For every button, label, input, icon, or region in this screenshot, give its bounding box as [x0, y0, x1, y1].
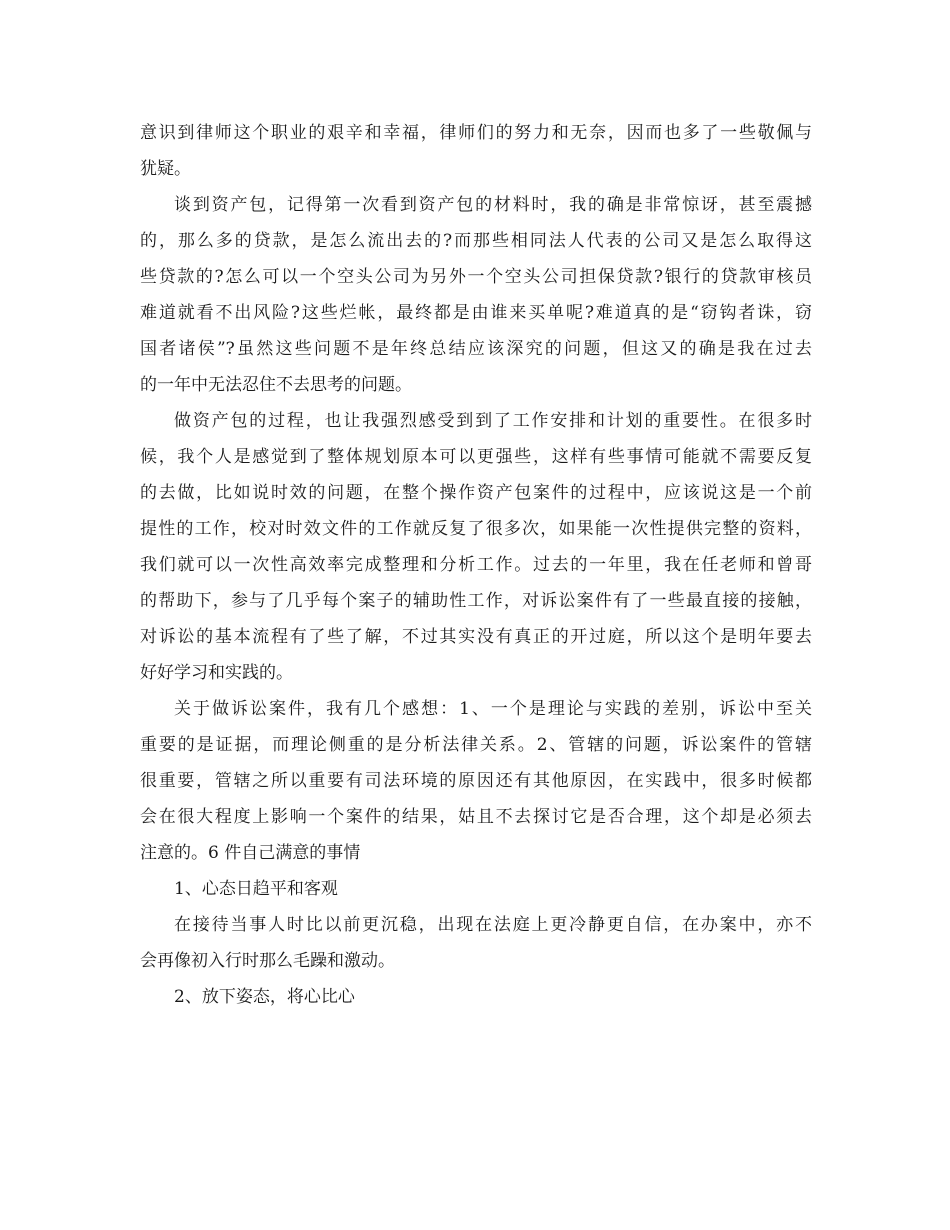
text-line: 1、心态日趋平和客观 [174, 879, 338, 899]
text-line: 做资产包的过程，也让我强烈感受到到了工作安排和计划的重要性。在很多时 [174, 411, 812, 431]
text-line: 些贷款的?怎么可以一个空头公司为另外一个空头公司担保贷款?银行的贷款审核员 [140, 267, 812, 287]
text-line: 的一年中无法忍住不去思考的问题。 [140, 375, 412, 395]
text-line: 的去做，比如说时效的问题，在整个操作资产包案件的过程中，应该说这是一个前 [140, 483, 812, 503]
text-line: 的帮助下，参与了几乎每个案子的辅助性工作，对诉讼案件有了一些最直接的接触， [140, 591, 812, 611]
paragraph-2 [140, 187, 812, 403]
paragraph-7-heading [140, 979, 812, 1015]
text-line: 注意的。6 件自己满意的事情 [140, 843, 361, 863]
text-line: 候，我个人是感觉到了整体规划原本可以更强些，这样有些事情可能就不需要反复 [140, 447, 812, 467]
text-line: 国者诸侯”?虽然这些问题不是年终总结应该深究的问题，但这又的确是我在过去 [140, 339, 812, 359]
text-line: 2、放下姿态，将心比心 [174, 987, 355, 1007]
text-line: 重要的是证据，而理论侧重的是分析法律关系。2、管辖的问题，诉讼案件的管辖 [140, 735, 812, 755]
text-line: 会再像初入行时那么毛躁和激动。 [140, 951, 395, 971]
text-line: 提性的工作，校对时效文件的工作就反复了很多次，如果能一次性提供完整的资料， [140, 519, 812, 539]
paragraph-6 [140, 907, 812, 979]
text-line: 我们就可以一次性高效率完成整理和分析工作。过去的一年里，我在任老师和曾哥 [140, 555, 812, 575]
text-line: 意识到律师这个职业的艰辛和幸福，律师们的努力和无奈，因而也多了一些敬佩与 [140, 123, 812, 143]
text-line: 难道就看不出风险?这些烂帐，最终都是由谁来买单呢?难道真的是“窃钩者诛，窃 [140, 303, 812, 323]
text-line: 在接待当事人时比以前更沉稳，出现在法庭上更冷静更自信，在办案中，亦不 [174, 915, 812, 935]
text-line: 很重要，管辖之所以重要有司法环境的原因还有其他原因，在实践中，很多时候都 [140, 771, 812, 791]
text-line: 犹疑。 [140, 159, 191, 179]
paragraph-1 [140, 115, 812, 187]
paragraph-4 [140, 691, 812, 871]
text-line: 对诉讼的基本流程有了些了解，不过其实没有真正的开过庭，所以这个是明年要去 [140, 627, 812, 647]
text-line: 谈到资产包，记得第一次看到资产包的材料时，我的确是非常惊讶，甚至震撼 [174, 195, 812, 215]
paragraph-3 [140, 403, 812, 691]
text-line: 关于做诉讼案件，我有几个感想：1、一个是理论与实践的差别，诉讼中至关 [174, 699, 812, 719]
text-line: 好好学习和实践的。 [140, 663, 293, 683]
document-body [140, 115, 812, 1015]
text-line: 的，那么多的贷款，是怎么流出去的?而那些相同法人代表的公司又是怎么取得这 [140, 231, 812, 251]
text-line: 会在很大程度上影响一个案件的结果，姑且不去探讨它是否合理，这个却是必须去 [140, 807, 812, 827]
paragraph-5-heading [140, 871, 812, 907]
